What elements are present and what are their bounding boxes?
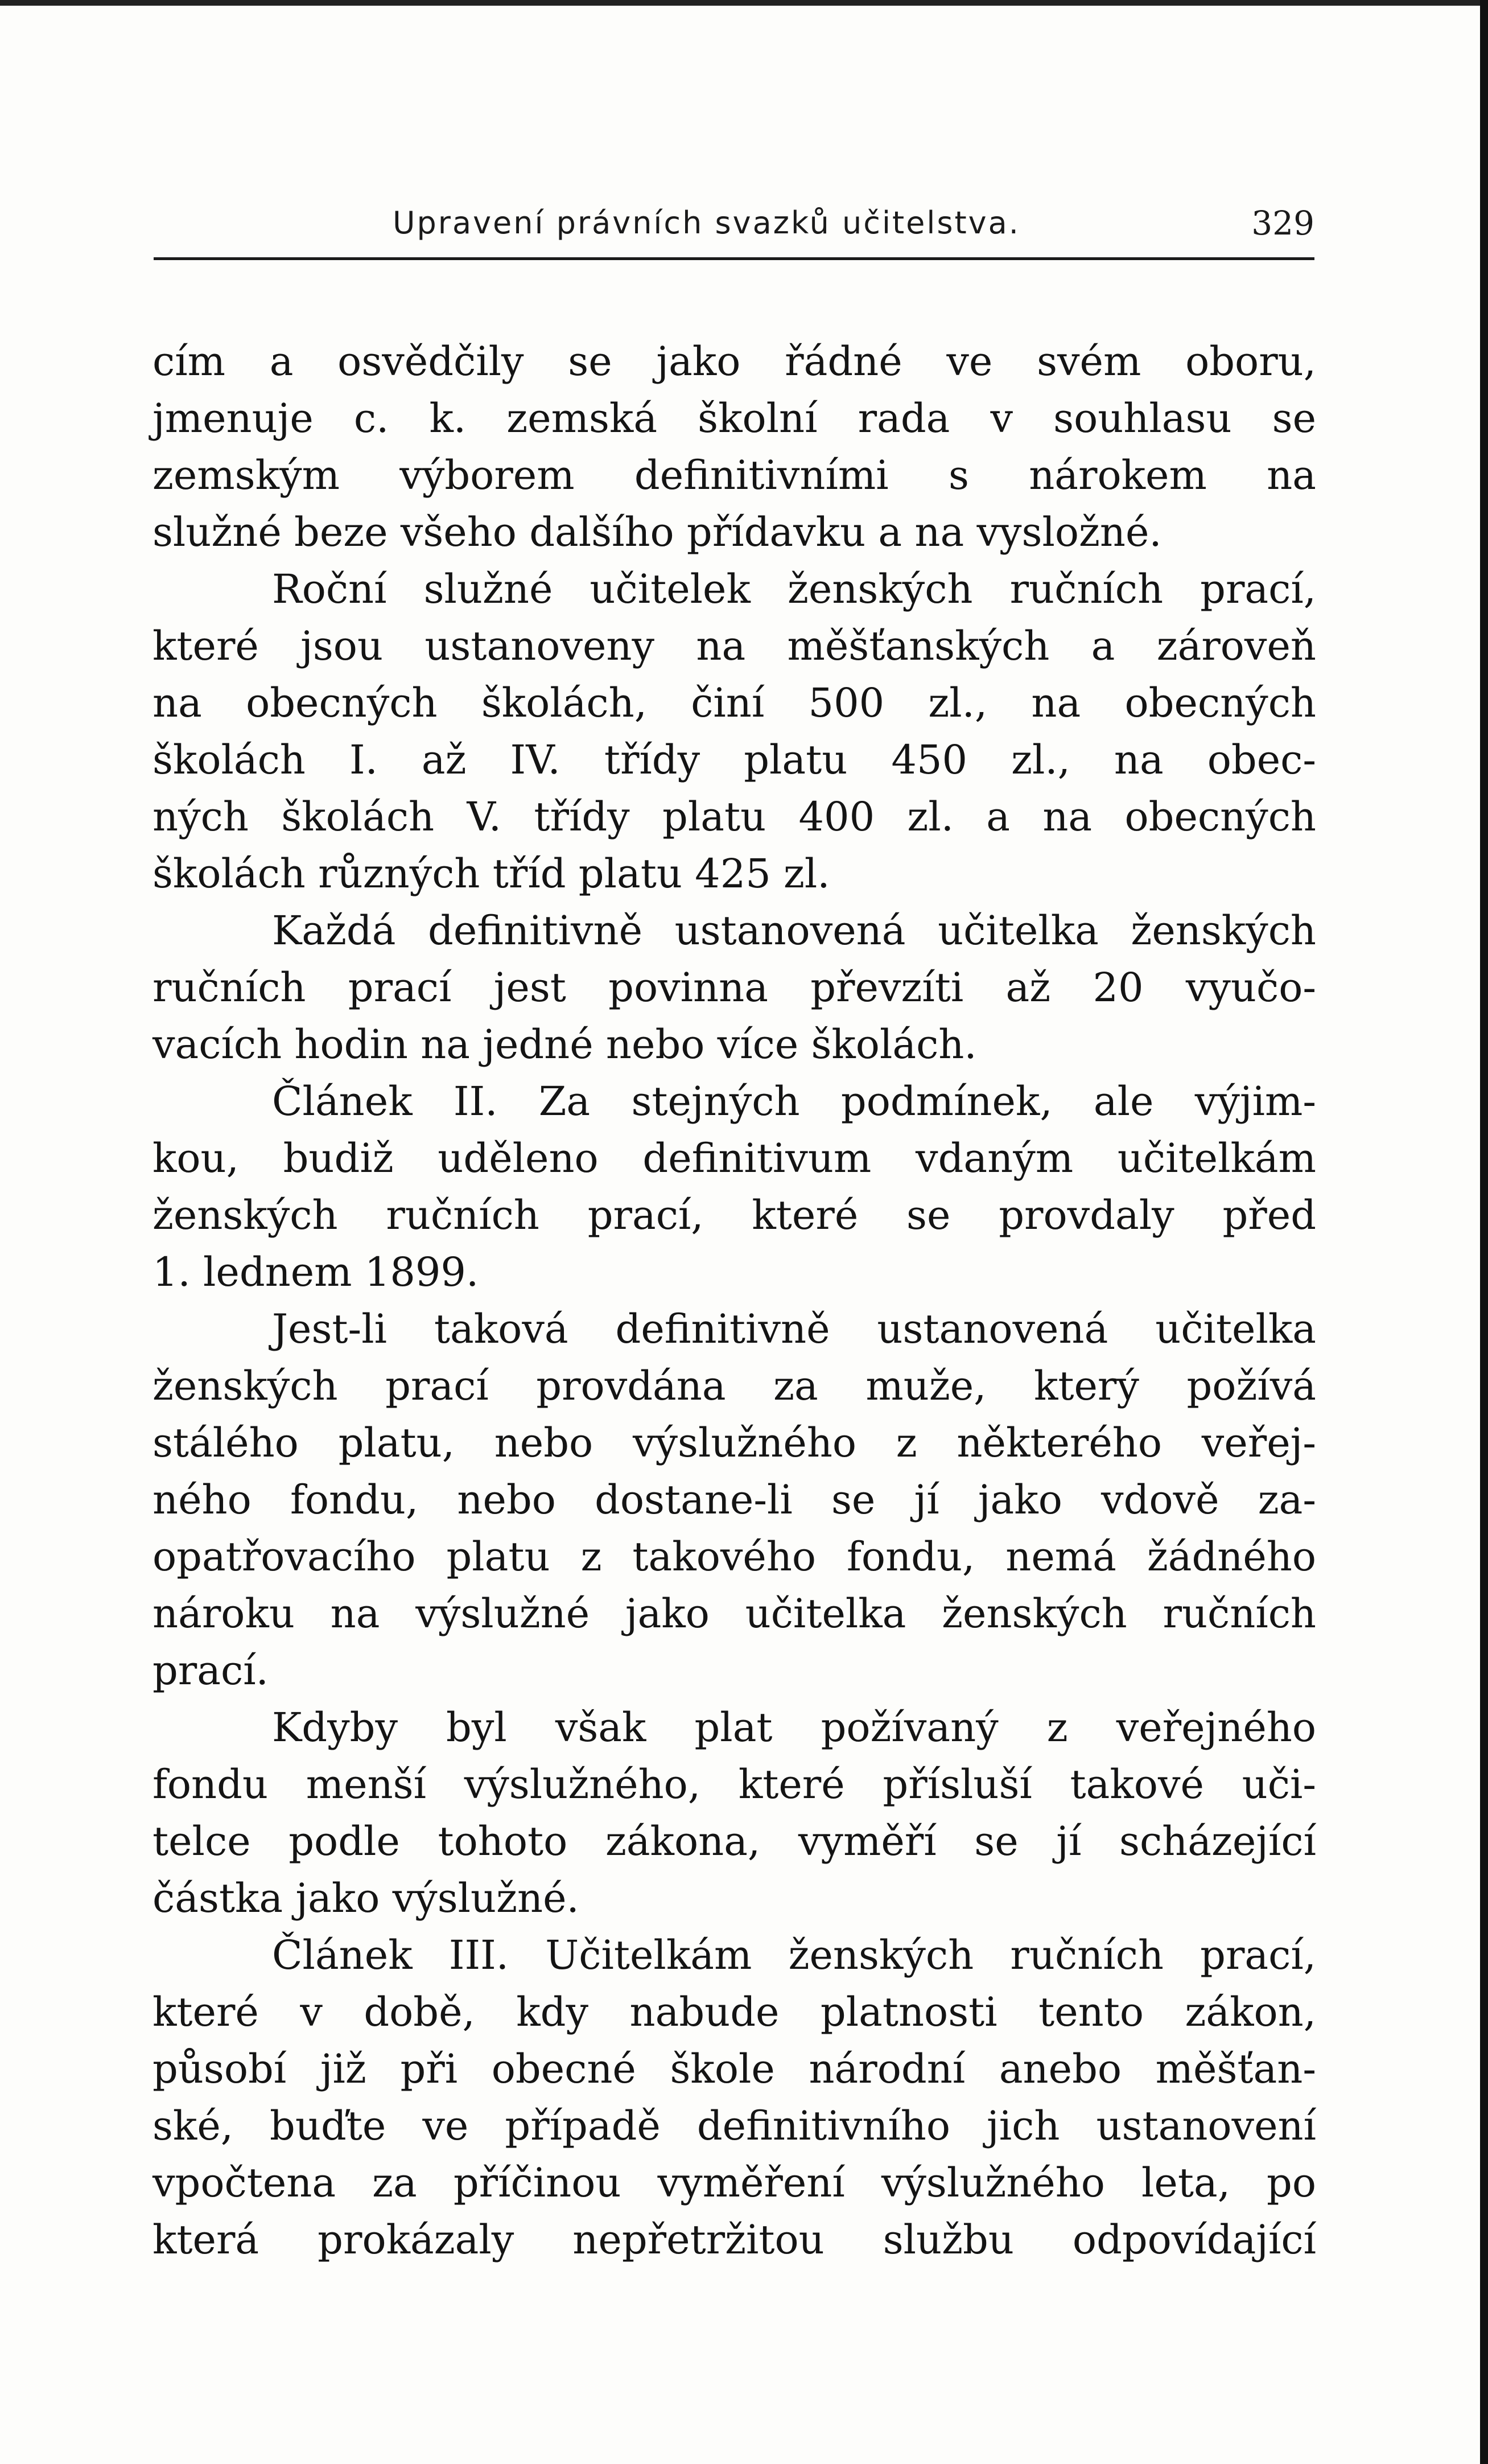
text-line: školách různých tříd platu 425 zl.	[152, 850, 830, 897]
text-line: jmenuje c. k. zemská školní rada v souhlasu se	[152, 395, 1316, 442]
text-line: Jest-li taková definitivně ustanovená učitelka	[272, 1306, 1316, 1352]
text-line: nároku na výslužné jako učitelka ženských ručních	[152, 1590, 1316, 1637]
page-header	[154, 199, 1314, 250]
text-line: na obecných školách, činí 500 zl., na obecných	[152, 680, 1316, 726]
text-line: ské, buďte ve případě definitivního jich ustanovení	[152, 2103, 1316, 2149]
scan-right-edge	[1480, 0, 1488, 2464]
text-line: ného fondu, nebo dostane-li se jí jako vdově za-	[152, 1476, 1316, 1523]
text-line: 1. lednem 1899.	[152, 1249, 479, 1295]
text-line: vacích hodin na jedné nebo více školách.	[152, 1021, 977, 1068]
text-line: vpočtena za příčinou vyměření výslužného leta, po	[152, 2159, 1316, 2206]
text-line: která prokázaly nepřetržitou službu odpovídající	[152, 2216, 1316, 2263]
text-line: ženských ručních prací, které se provdaly před	[152, 1192, 1316, 1239]
text-line: částka jako výslužné.	[152, 1875, 579, 1922]
body-text	[152, 333, 1316, 2268]
text-line: stálého platu, nebo výslužného z některého veřej-	[152, 1420, 1316, 1466]
text-line: působí již při obecné škole národní anebo měšťan-	[152, 2046, 1316, 2092]
text-line: cím a osvědčily se jako řádné ve svém oboru,	[152, 338, 1316, 385]
text-line: služné beze všeho dalšího přídavku a na vysložné.	[152, 509, 1162, 556]
text-line: zemským výborem definitivními s nárokem na	[152, 452, 1316, 499]
text-line: Kdyby byl však plat požívaný z veřejného	[272, 1704, 1316, 1751]
text-line: které jsou ustanoveny na měšťanských a zároveň	[152, 623, 1316, 669]
text-line: kou, budiž uděleno definitivum vdaným učitelkám	[152, 1135, 1316, 1182]
text-line: Článek II. Za stejných podmínek, ale výjim-	[272, 1078, 1316, 1125]
text-line: prací.	[152, 1647, 269, 1694]
running-title: Upravení právních svazků učitelstva.	[393, 205, 1020, 241]
text-line: ženských prací provdána za muže, který požívá	[152, 1363, 1316, 1409]
text-line: Článek III. Učitelkám ženských ručních prací,	[272, 1932, 1316, 1978]
text-line: fondu menší výslužného, které přísluší takové uči-	[152, 1761, 1316, 1808]
text-line: které v době, kdy nabude platnosti tento zákon,	[152, 1989, 1316, 2035]
text-line: školách I. až IV. třídy platu 450 zl., na obec-	[152, 737, 1316, 783]
text-line: opatřovacího platu z takového fondu, nemá žádného	[152, 1533, 1316, 1580]
text-line: ručních prací jest povinna převzíti až 20 vyučo-	[152, 964, 1316, 1011]
page-number: 329	[1251, 204, 1314, 242]
scan-top-edge	[0, 0, 1488, 6]
text-line: ných školách V. třídy platu 400 zl. a na obecných	[152, 793, 1316, 840]
text-line: Roční služné učitelek ženských ručních prací,	[272, 566, 1316, 612]
header-rule	[154, 257, 1314, 260]
text-line: telce podle tohoto zákona, vyměří se jí scházející	[152, 1818, 1316, 1865]
text-line: Každá definitivně ustanovená učitelka ženských	[272, 907, 1316, 954]
